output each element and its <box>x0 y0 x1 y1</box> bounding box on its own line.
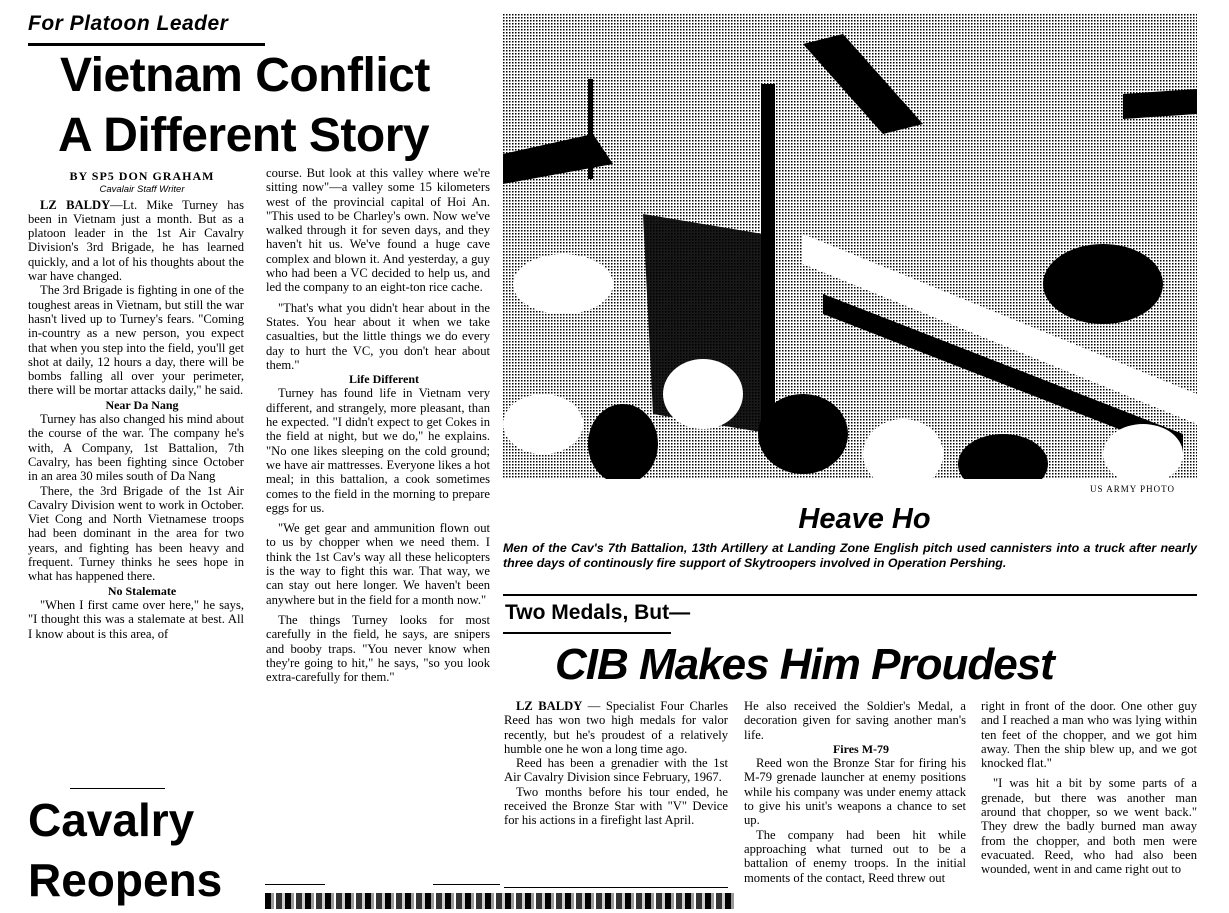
article1-headline-line2: A Different Story <box>58 109 430 162</box>
news-photo <box>503 14 1197 479</box>
paragraph: He also received the Soldier's Medal, a decoration given for saving another man's life. <box>744 699 966 742</box>
dateline: LZ BALDY <box>516 699 583 713</box>
paragraph: There, the 3rd Brigade of the 1st Air Cavalry Division went to work in October. Viet Cong and North Vietnamese troops had been dominant in the area for two years, and fighting has been heavy and frequent. Turney thinks he sees hope in what has happened there. <box>28 483 244 584</box>
byline-role: Cavalair Staff Writer <box>99 184 185 196</box>
divider <box>265 884 325 885</box>
article3-column3 <box>981 699 1197 877</box>
paragraph: right in front of the door. One other guy and I reached a man who was lying within ten feet of the chopper, and we got him away. Then the ship blew up, and we got knocked flat." <box>981 699 1197 771</box>
photo-caption-title: Heave Ho <box>798 503 931 535</box>
byline: BY SP5 DON GRAHAM <box>69 169 215 183</box>
article1-column2 <box>266 166 490 684</box>
photo-credit: US ARMY PHOTO <box>1090 484 1176 494</box>
article3-column2 <box>744 699 966 885</box>
subhead-life-different: Life Different <box>348 372 420 387</box>
paragraph: "That's what you didn't hear about in the States. You hear about it when we take casualties, but the little things we do every day to hurt the VC, you don't hear about them." <box>266 300 490 372</box>
paragraph: The things Turney looks for most carefully in the field, he says, are snipers and booby traps. "You never know when they're going to hit," he says, "so you look extra-carefully for them." <box>266 612 490 685</box>
paragraph <box>28 198 244 284</box>
paragraph: The company had been hit while approaching what turned out to be a battalion of enemy troops. In the initial moments of the contact, Reed threw out <box>744 827 966 885</box>
paragraph <box>504 699 728 756</box>
section-divider <box>503 594 1197 596</box>
paragraph: course. But look at this valley where we're sitting now"—a valley some 15 kilometers west of the provincial capital of Hoi An. "This used to be Charley's own. Now we've walked through it for seven days, and they haven't hit us. We've found a huge cave complex and blown it. And yesterday, a guy who had been a VC decided to help us, and led the company to an eight-ton rice cache. <box>266 166 490 295</box>
article1-headline-line1: Vietnam Conflict <box>60 49 430 102</box>
article2-headline-line2: Reopens <box>28 854 223 906</box>
paragraph: Turney has found life in Vietnam very different, and strangely, more pleasant, than he expected. "I didn't expect to get Cokes in the field at night, but we do," he explains. "No one likes sleeping on the cold ground; we have air mattresses. Everyone likes a hot meal; in this battalion, a cook sometimes comes to the field in the morning to prepare eggs for us. <box>266 386 490 515</box>
article3-kicker: Two Medals, But— <box>505 601 691 624</box>
paragraph-text: — Specialist Four Charles Reed has won two high medals for valor recently, but he's proudest of a relatively humble one he won a long time ago. <box>504 699 728 756</box>
paragraph: "When I first came over here," he says, "I thought this was a stalemate at best. All I know about is this area, of <box>28 597 244 641</box>
article1-column1 <box>28 169 244 641</box>
divider <box>504 887 728 888</box>
article3-column1 <box>504 699 728 828</box>
paragraph: Reed has been a grenadier with the 1st Air Cavalry Division since February, 1967. <box>504 756 728 785</box>
photo-caption-text: Men of the Cav's 7th Battalion, 13th Artillery at Landing Zone English pitch used cannisters into a truck after nearly three days of continously fire support of Skytroopers involved in Operation Pershing. <box>503 541 1197 570</box>
kicker-rule <box>503 632 671 634</box>
dateline: LZ BALDY <box>40 197 111 212</box>
subhead-near-da-nang: Near Da Nang <box>105 397 179 412</box>
paragraph: The 3rd Brigade is fighting in one of the toughest areas in Vietnam, but still the war hasn't lived up to Turney's fears. "Coming in-country as a new person, you expect that when you step into the field, you'll get shot at daily, 12 hours a day, there will be bombs falling all over your perimeter, there will be mortar attacks daily," he said. <box>28 283 244 398</box>
paragraph: Turney has also changed his mind about the course of the war. The company he's with, A Company, 1st Battalion, 7th Cavalry, has been fighting since October in an area 30 miles south of Da Nang <box>28 412 244 484</box>
paragraph-text: —Lt. Mike Turney has been in Vietnam just a month. But as a platoon leader in the 1st Air Cavalry Division's 3rd Brigade, he has learned quickly, and a lot of his thoughts about the war have changed. <box>28 197 244 284</box>
article1-kicker: For Platoon Leader <box>28 12 229 35</box>
subhead-fires-m79: Fires M-79 <box>832 741 890 756</box>
article3-headline: CIB Makes Him Proudest <box>555 640 1054 689</box>
paragraph: Two months before his tour ended, he received the Bronze Star with "V" Device for his actions in a firefight last April. <box>504 784 728 828</box>
divider <box>433 884 500 885</box>
paragraph: "I was hit a bit by some parts of a grenade, but there was another man around that chopper, so we went back." They drew the badly burned man away from the chopper, and both men were evacuated. Reed, who had also been wounded, went in and came right out to <box>981 776 1197 877</box>
paragraph: "We get gear and ammunition flown out to us by chopper when we need them. I think the 1st Cav's way all these helicopters is the way to fight this war. That way, we can stay out here longer. We haven't been anywhere but in the field for a month now." <box>266 521 490 607</box>
article2-headline-line1: Cavalry <box>28 794 195 846</box>
subhead-no-stalemate: No Stalemate <box>107 583 177 598</box>
bottom-photo-strip <box>265 893 735 909</box>
kicker-rule <box>28 43 265 46</box>
photo-halftone <box>503 14 1197 479</box>
paragraph: Reed won the Bronze Star for firing his M-79 grenade launcher at enemy positions while his company was under enemy attack to give his unit's weapons a chance to set up. <box>744 756 966 828</box>
divider <box>70 788 165 789</box>
